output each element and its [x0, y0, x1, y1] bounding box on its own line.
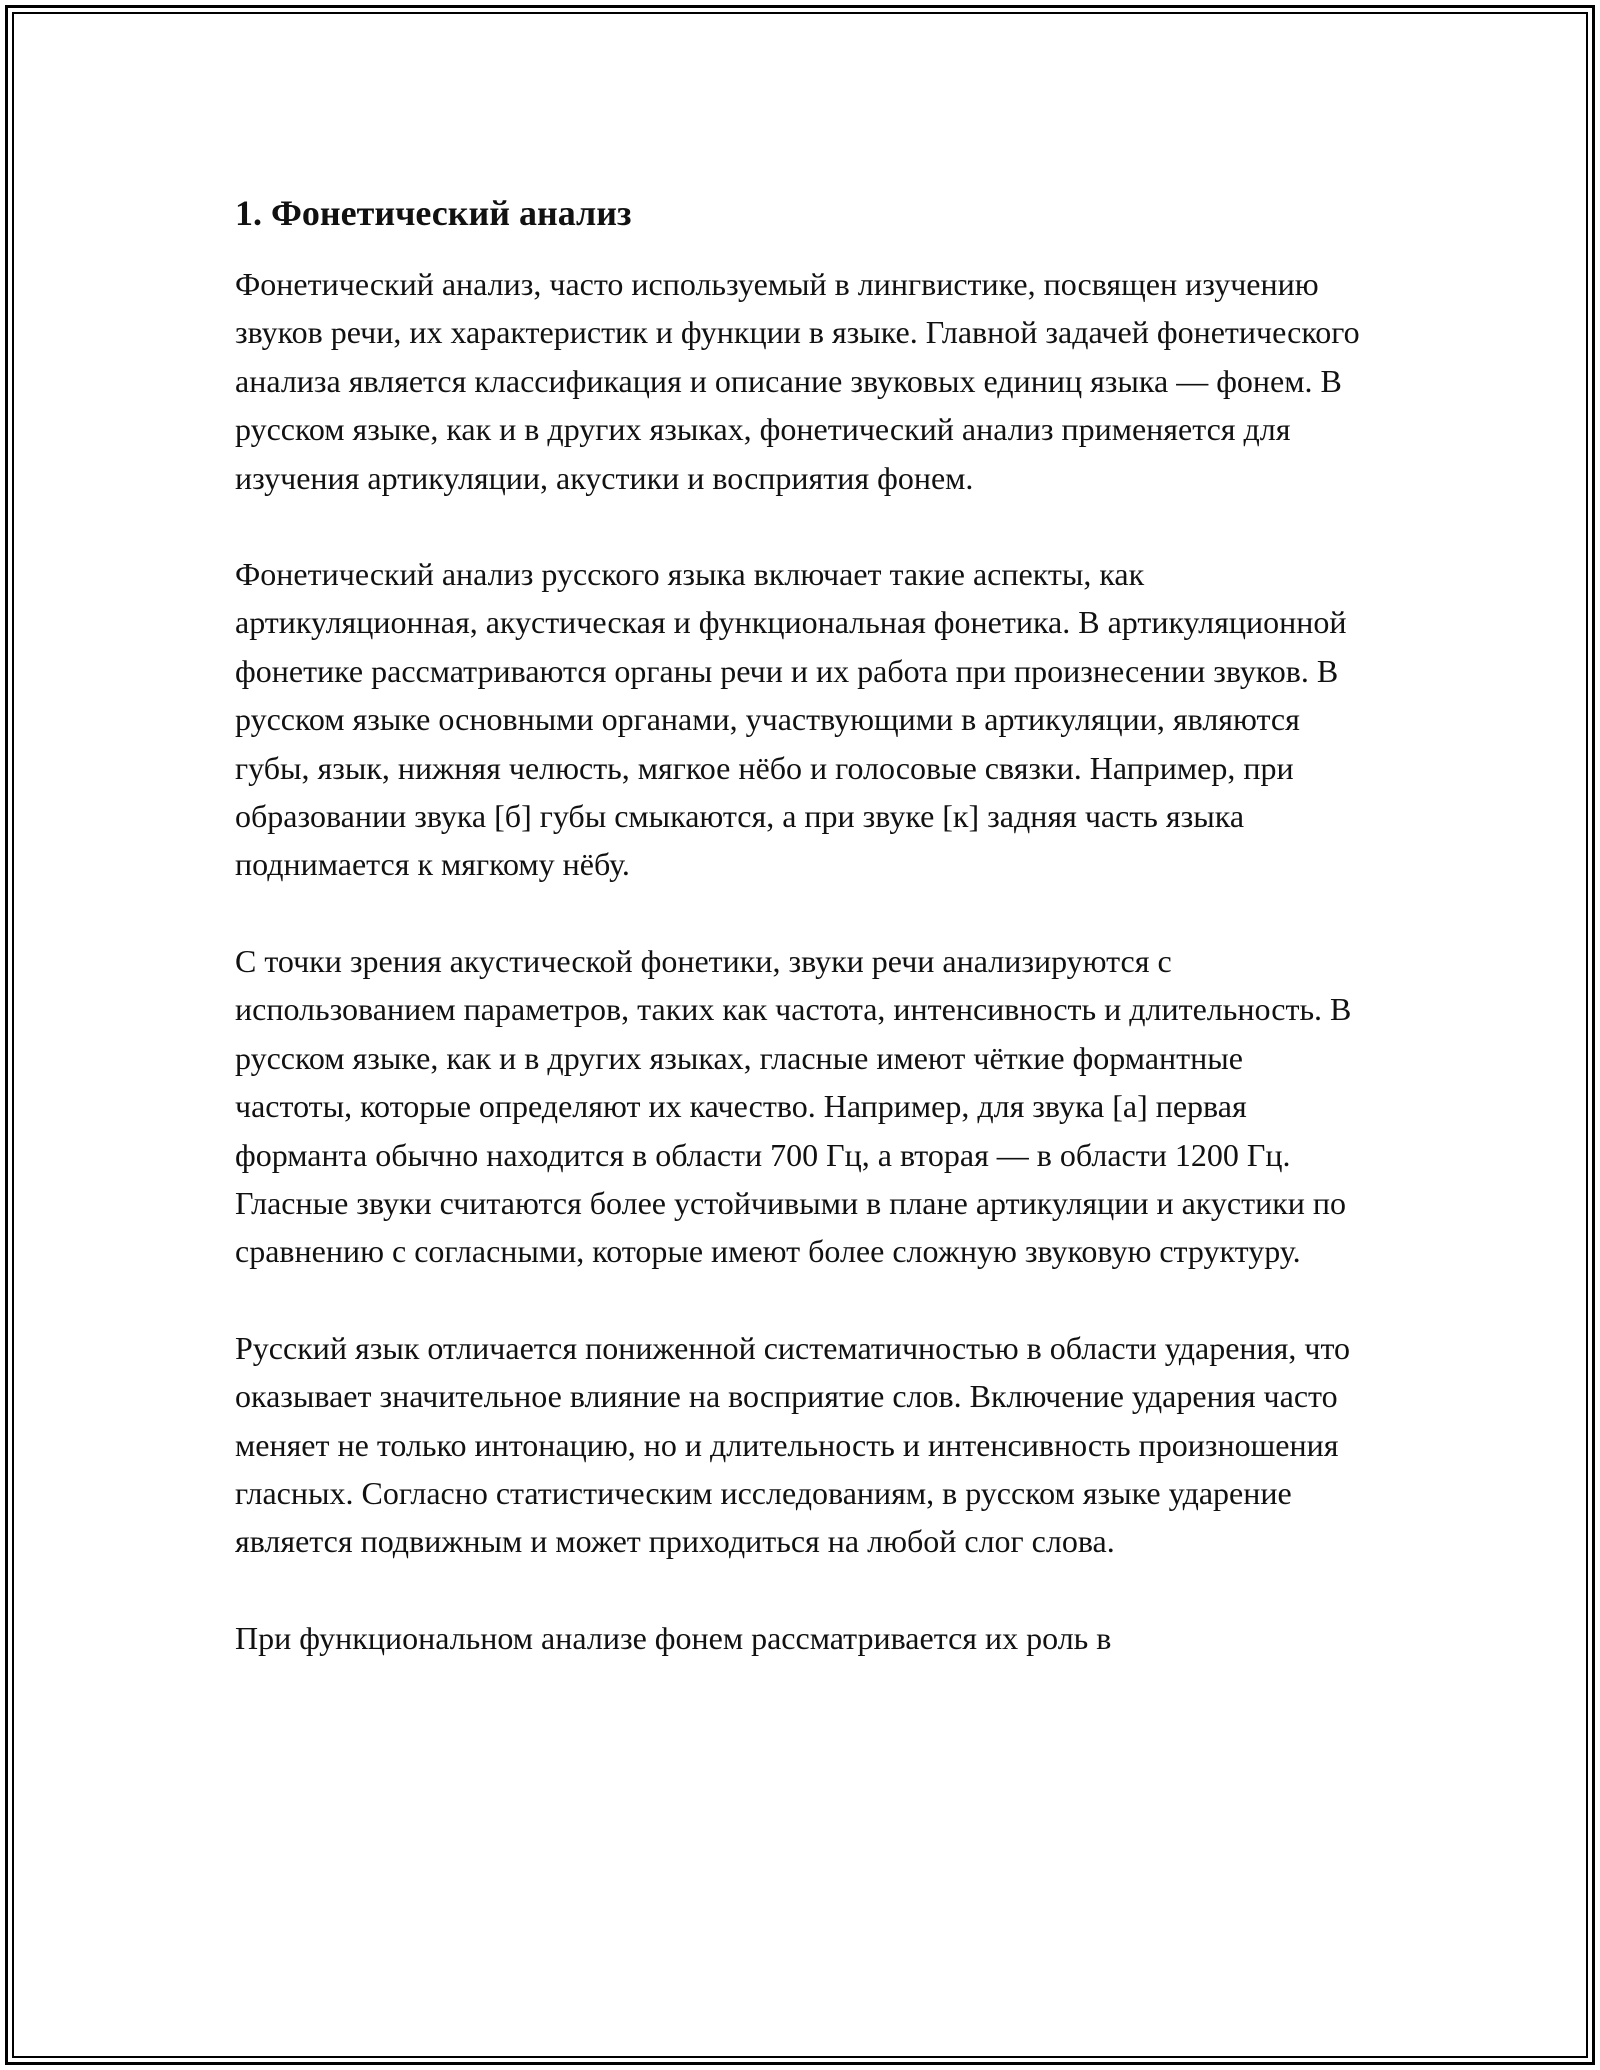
document-body: [235, 188, 1365, 1710]
section-heading: 1. Фонетический анализ: [235, 193, 632, 233]
paragraph-4: Русский язык отличается пониженной систематичностью в области ударения, что оказывает значительное влияние на восприятие слов. Включение ударения часто меняет не только интонацию, но и длительность и интенсивность произношения гласных. Согласно статистическим исследованиям, в русском языке ударение является подвижным и может приходиться на любой слог слова.: [235, 1329, 1351, 1560]
paragraph-3: С точки зрения акустической фонетики, звуки речи анализируются с использованием параметров, таких как частота, интенсивность и длительность. В русском языке, как и в других языках, гласные имеют чёткие формантные частоты, которые определяют их качество. Например, для звука [а] первая форманта обычно находится в области 700 Гц, а вторая — в области 1200 Гц. Гласные звуки считаются более устойчивыми в плане артикуляции и акустики по сравнению с согласными, которые имеют более сложную звуковую структуру.: [235, 942, 1352, 1270]
paragraph-5: При функциональном анализе фонем рассматривается их роль в: [235, 1619, 1112, 1656]
paragraph-1: Фонетический анализ, часто используемый в лингвистике, посвящен изучению звуков речи, их характеристик и функции в языке. Главной задачей фонетического анализа является классификация и описание звуковых единиц языка — фонем. В русском языке, как и в других языках, фонетический анализ применяется для изучения артикуляции, акустики и восприятия фонем.: [235, 266, 1360, 496]
paragraph-2: Фонетический анализ русского языка включает такие аспекты, как артикуляционная, акустическая и функциональная фонетика. В артикуляционной фонетике рассматриваются органы речи и их работа при произнесении звуков. В русском языке основными органами, участвующими в артикуляции, являются губы, язык, нижняя челюсть, мягкое нёбо и голосовые связки. Например, при образовании звука [б] губы смыкаются, а при звуке [к] задняя часть языка поднимается к мягкому нёбу.: [235, 556, 1347, 883]
